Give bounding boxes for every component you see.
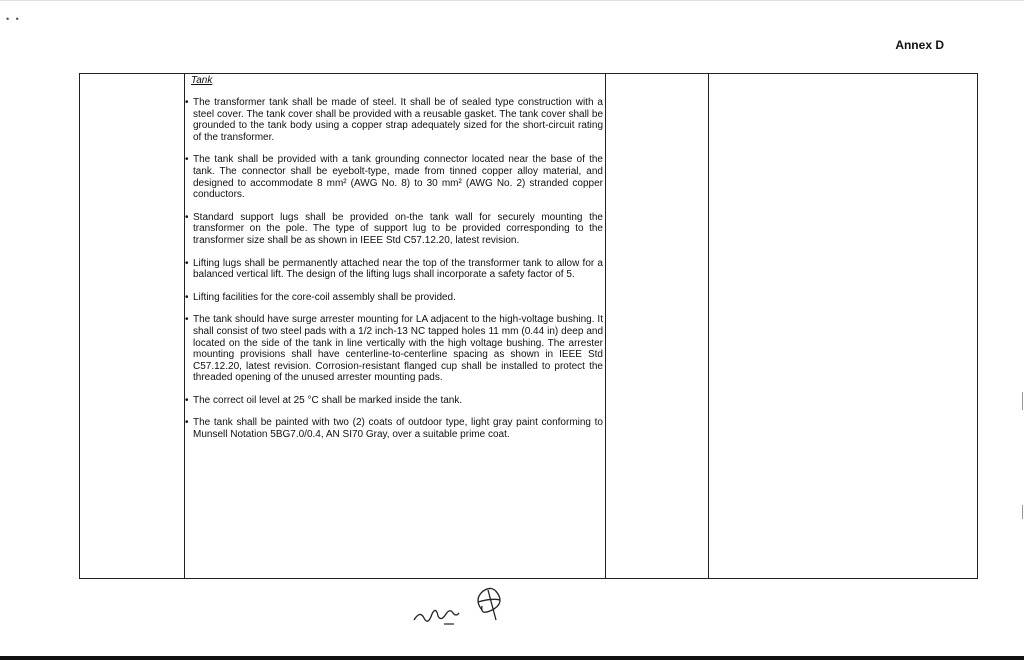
spec-cell xyxy=(185,75,603,452)
spec-bullet-item xyxy=(185,417,603,440)
spec-bullet-item xyxy=(185,97,603,143)
section-title: Tank xyxy=(191,75,213,86)
bullet-text: The tank should have surge arrester mounting for LA adjacent to the high-voltage bushing. It shall consist of two steel pads with a 1/2 inch-13 NC tapped holes 11 mm (0.44 in) deep and located on the side of the tank in line vertically with the high voltage bushing. The arrester mounting provisions shall have centerline-to-centerline spacing as shown in IEEE Std C57.12.20, latest revision. Corrosion-resistant flanged cup shall be installed to protect the threaded opening of the unused arrester mounting pads. xyxy=(193,314,603,384)
annex-label: Annex D xyxy=(895,38,944,52)
bullet-dot: • xyxy=(185,291,189,303)
bullet-list xyxy=(185,97,603,441)
scan-mark: • • xyxy=(6,14,21,24)
handwritten-initials xyxy=(410,584,520,632)
scan-top-edge xyxy=(0,0,1024,1)
bullet-dot: • xyxy=(185,394,189,406)
bullet-text: The tank shall be provided with a tank grounding connector located near the base of the tank. The connector shall be eyebolt-type, made from tinned copper alloy material, and designed to accommodate 8 mm² (AWG No. 8) to 30 mm² (AWG No. 2) stranded copper conductors. xyxy=(193,154,603,201)
scan-edge-mark xyxy=(1022,505,1023,519)
bullet-dot: • xyxy=(185,314,189,326)
bullet-dot: • xyxy=(185,417,189,429)
spec-bullet-item xyxy=(185,314,603,384)
bullet-dot: • xyxy=(185,154,189,166)
bullet-text: Lifting lugs shall be permanently attached near the top of the transformer tank to allow for a balanced vertical lift. The design of the lifting lugs shall incorporate a safety factor of 5. xyxy=(193,257,603,281)
spec-table xyxy=(79,73,978,579)
bullet-text: The tank shall be painted with two (2) coats of outdoor type, light gray paint conforming to Munsell Notation 5BG7.0/0.4, AN SI70 Gray, over a suitable prime coat. xyxy=(193,417,603,441)
bullet-dot: • xyxy=(185,211,189,223)
scan-bottom-edge xyxy=(0,656,1024,660)
column-divider-3 xyxy=(708,74,709,578)
scan-edge-mark xyxy=(1022,392,1023,410)
spec-bullet-item xyxy=(185,258,603,281)
spec-bullet-item xyxy=(185,212,603,247)
bullet-text: The correct oil level at 25 °C shall be marked inside the tank. xyxy=(193,394,463,406)
bullet-dot: • xyxy=(185,257,189,269)
spec-bullet-item xyxy=(185,154,603,200)
bullet-text: Lifting facilities for the core-coil assembly shall be provided. xyxy=(193,291,456,303)
column-divider-2 xyxy=(605,74,606,578)
bullet-dot: • xyxy=(185,97,189,108)
spec-bullet-item xyxy=(185,292,603,304)
bullet-text: The transformer tank shall be made of steel. It shall be of sealed type construction with a steel cover. The tank cover shall be provided with a reusable gasket. The tank cover shall be grounded to the tank body using a copper strap adequately sized for the short-circuit rating of the transformer. xyxy=(193,97,603,143)
bullet-text: Standard support lugs shall be provided on-the tank wall for securely mounting the transformer on the pole. The type of support lug to be provided corresponding to the transformer size shall be as shown in IEEE Std C57.12.20, latest revision. xyxy=(193,211,603,246)
spec-bullet-item xyxy=(185,395,603,407)
